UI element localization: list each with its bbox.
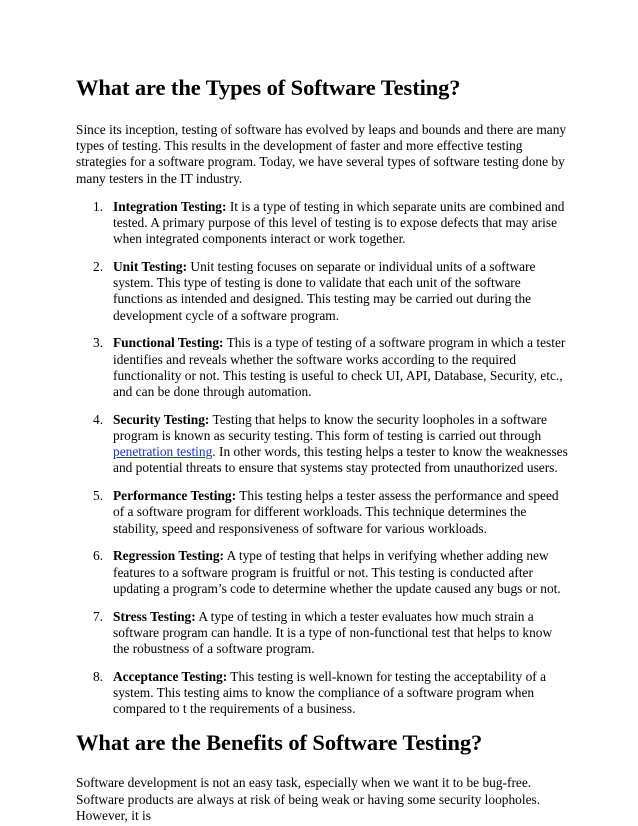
list-term: Security Testing:	[113, 411, 210, 427]
list-item-integration-testing	[93, 198, 568, 248]
list-number: 1.	[93, 198, 104, 214]
list-number: 5.	[93, 488, 104, 504]
types-list	[76, 199, 568, 718]
list-text-after-link: . In other words, this testing helps a tester to know the weaknesses and potential threats to ensure that systems stay protected from unauthorized users.	[113, 444, 568, 476]
list-term: Integration Testing:	[113, 198, 227, 214]
list-text: It is a type of testing in which separate units are combined and tested. A primary purpose of this level of testing is to expose defects that may arise when integrated components interact or work together.	[113, 198, 565, 247]
list-text: This testing helps a tester assess the performance and speed of a software program for different workloads. This technique determines the stability, speed and responsiveness of software for various workloads.	[113, 488, 559, 536]
list-term: Performance Testing:	[113, 488, 237, 504]
list-number: 4.	[93, 411, 104, 427]
list-text: Testing that helps to know the security loopholes in a software program is known as security testing. This form of testing is carried out through	[113, 411, 547, 444]
list-text: This is a type of testing of a software program in which a tester identifies and reveals whether the software works according to the required functionality or not. This testing is useful to check UI, API, Database, Security, etc., and can be done through automation.	[113, 335, 566, 400]
list-term: Acceptance Testing:	[113, 668, 228, 684]
list-number: 6.	[93, 548, 104, 564]
list-term: Functional Testing:	[113, 335, 224, 351]
list-item-performance-testing	[93, 488, 568, 537]
list-text: A type of testing that helps in verifying whether adding new features to a software program is fruitful or not. This testing is conducted after updating a program’s code to determine whether the update caused any bugs or not.	[113, 548, 561, 596]
benefits-intro: Software development is not an easy task, especially when we want it to be bug-free. Software products are always at risk of being weak or having some security loopholes. However, it is	[76, 775, 541, 823]
list-number: 8.	[93, 668, 104, 684]
list-text: This testing is well-known for testing the acceptability of a system. This testing aims to know the compliance of a software program when compared to t the requirements of a business.	[113, 668, 547, 717]
list-number: 3.	[93, 335, 104, 351]
list-text: Unit testing focuses on separate or individual units of a software system. This type of testing is done to validate that each unit of the software functions as intended and designed. This testing may be carried out during the development cycle of a software program.	[113, 259, 536, 323]
list-term: Stress Testing:	[113, 608, 196, 624]
list-item-functional-testing	[93, 335, 568, 400]
list-number: 7.	[93, 608, 104, 624]
list-item-security-testing	[93, 411, 568, 477]
list-item-unit-testing	[93, 259, 568, 324]
penetration-testing-link[interactable]: penetration testing	[113, 444, 213, 460]
benefits-heading: What are the Benefits of Software Testing?	[76, 730, 483, 756]
list-text: A type of testing in which a tester evaluates how much strain a software program can handle. It is a type of non-functional test that helps to know the robustness of a software program.	[113, 608, 553, 657]
types-intro: Since its inception, testing of software has evolved by leaps and bounds and there are many types of testing. This results in the development of faster and more effective testing strategies for a software program. Today, we have several types of software testing done by many testers in the IT industry.	[76, 122, 567, 186]
list-item-acceptance-testing	[93, 668, 568, 718]
list-item-stress-testing	[93, 608, 568, 658]
types-heading: What are the Types of Software Testing?	[76, 75, 461, 100]
list-item-regression-testing	[93, 548, 568, 597]
list-term: Unit Testing:	[113, 259, 188, 275]
list-number: 2.	[93, 259, 104, 275]
list-term: Regression Testing:	[113, 548, 224, 564]
